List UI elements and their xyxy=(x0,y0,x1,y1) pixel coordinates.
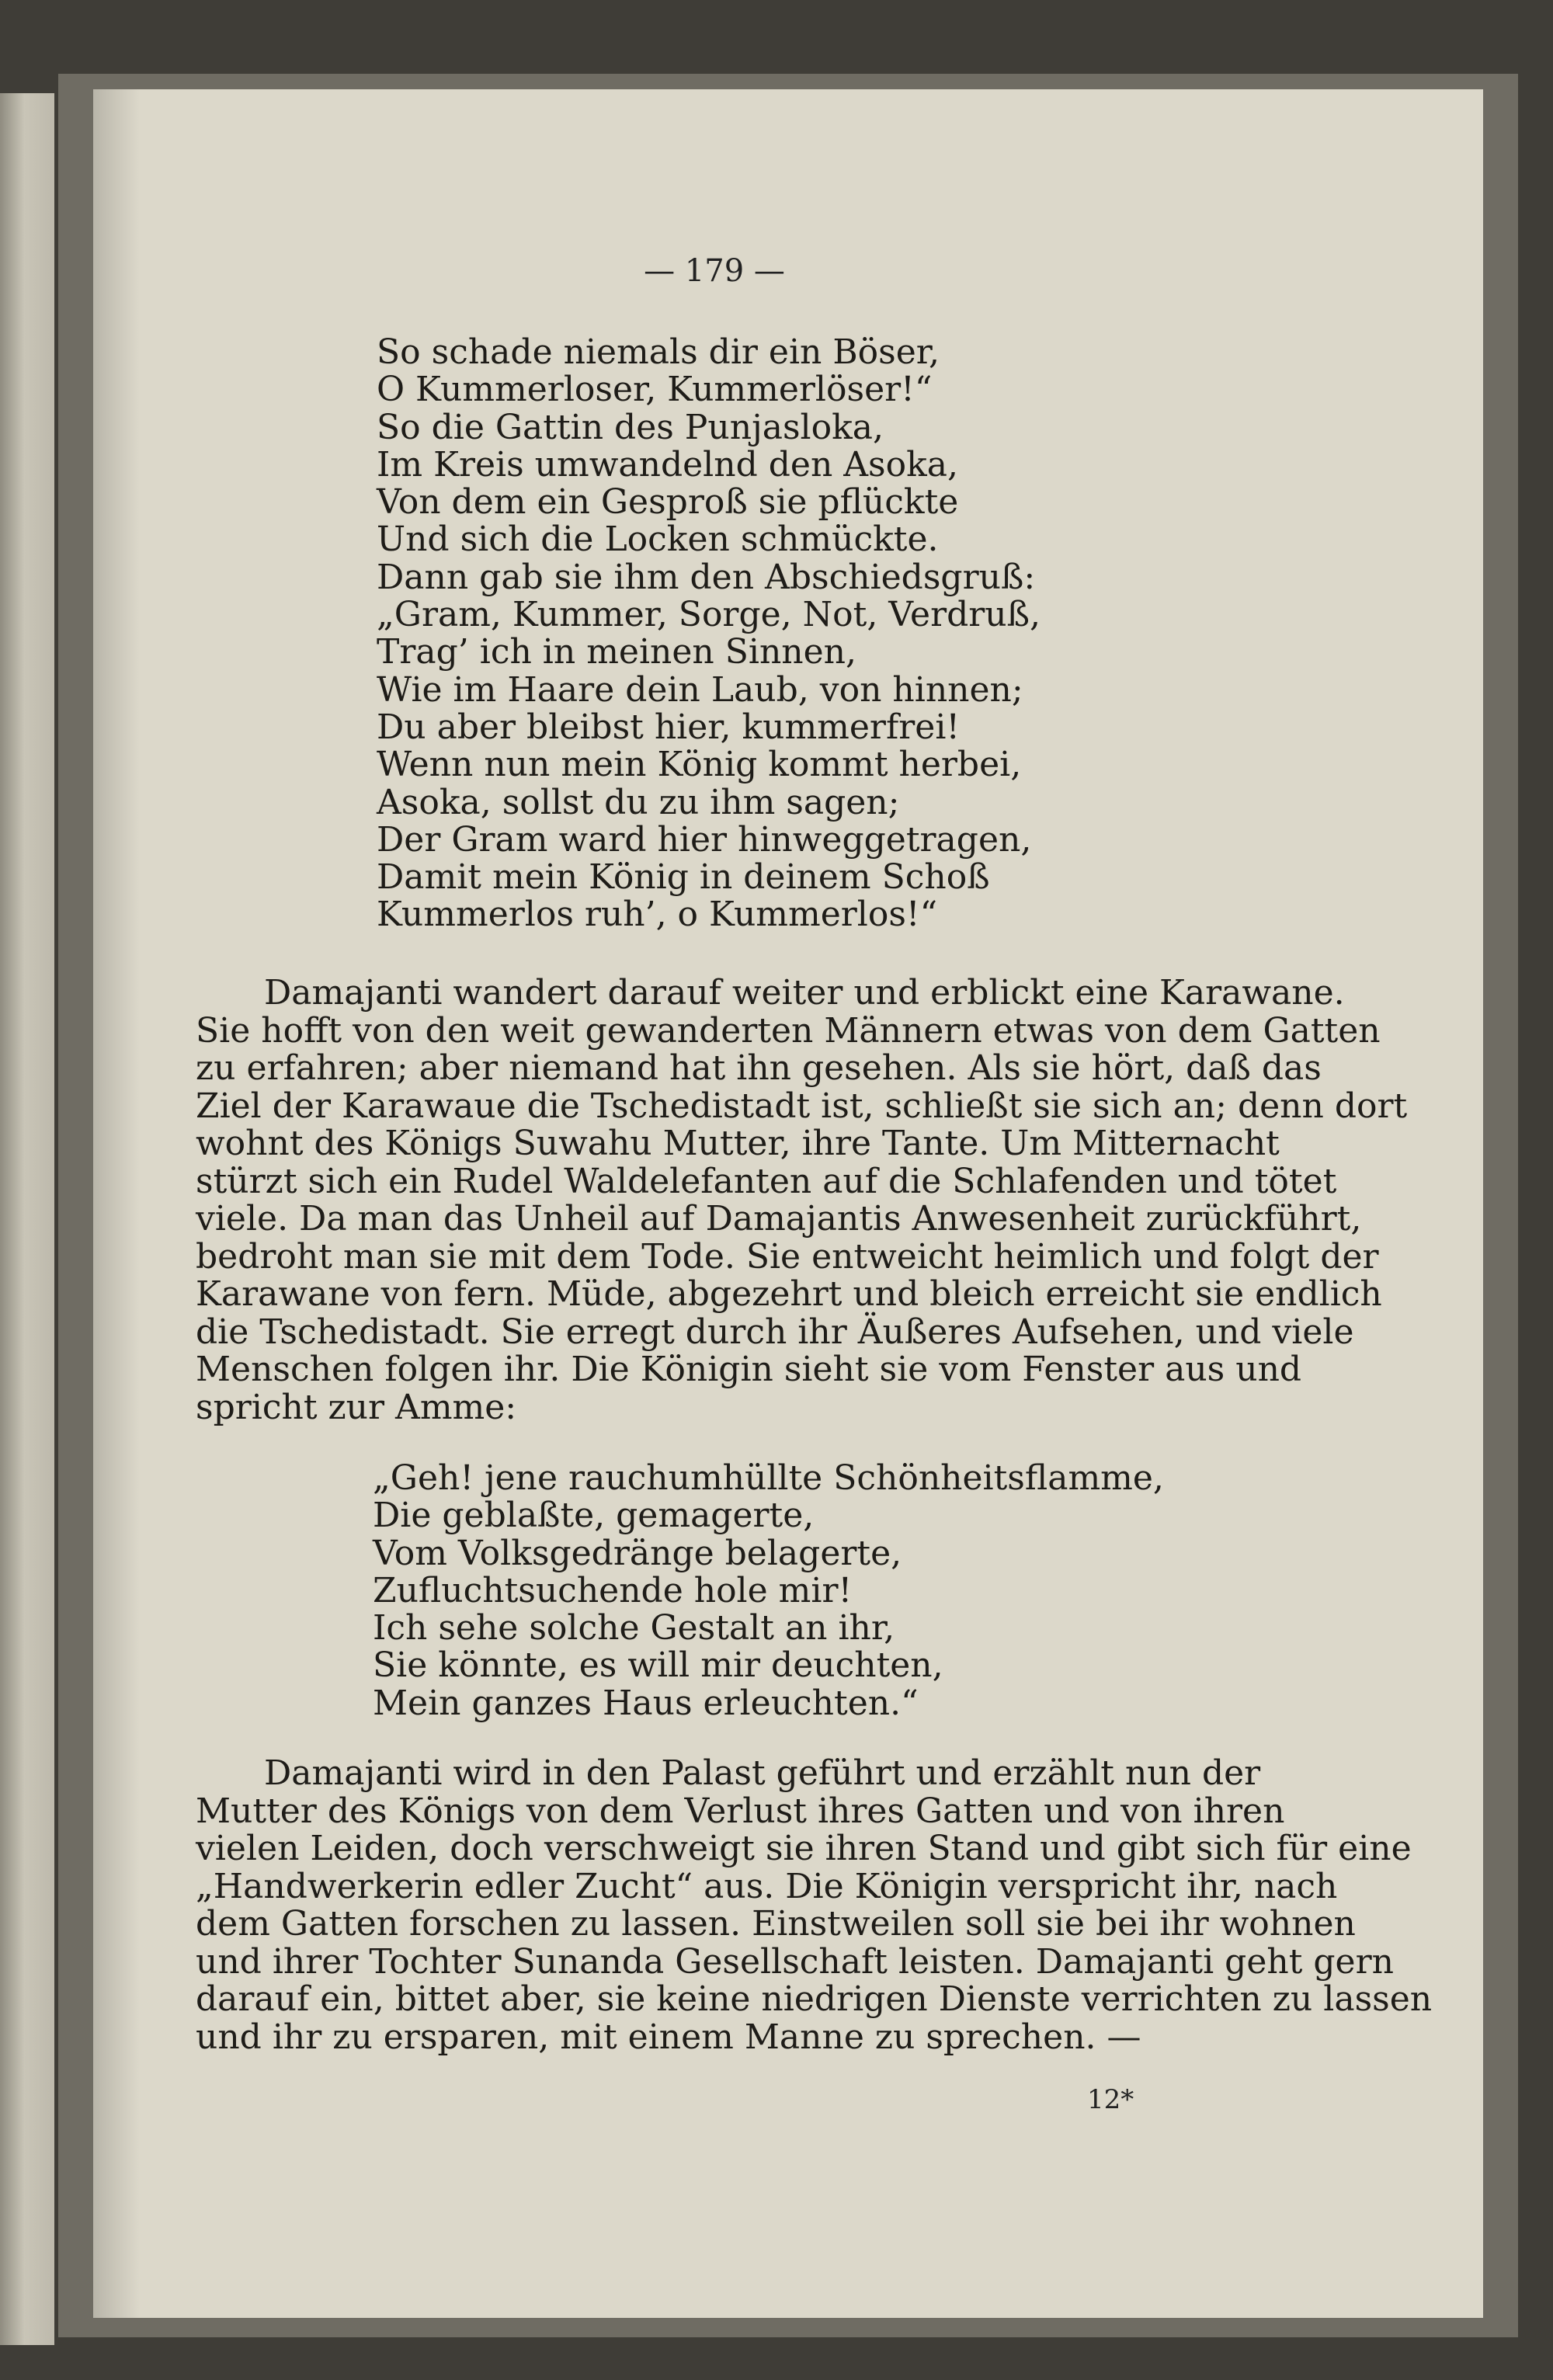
paragraph-line: vielen Leiden, doch verschweigt sie ihren Stand und gibt sich für eine xyxy=(196,1829,1412,1868)
verse-block-2 xyxy=(373,1460,1164,1722)
verse-line: Trag’ ich in meinen Sinnen, xyxy=(377,632,856,672)
verse-line: Die geblaßte, gemagerte, xyxy=(373,1496,815,1536)
page-number: — 179 — xyxy=(644,253,785,289)
verse-line: Mein ganzes Haus erleuchten.“ xyxy=(373,1683,919,1723)
paragraph-line: zu erfahren; aber niemand hat ihn gesehen. Als sie hört, daß das xyxy=(196,1048,1322,1088)
verse-line: Wie im Haare dein Laub, von hinnen; xyxy=(377,669,1023,710)
verse-line: Kummerlos ruh’, o Kummerlos!“ xyxy=(377,895,938,935)
verse-line: Ich sehe solche Gestalt an ihr, xyxy=(373,1608,895,1649)
paragraph-line: Mutter des Königs von dem Verlust ihres Gatten und von ihren xyxy=(196,1791,1285,1831)
verse-line: Wenn nun mein König kommt herbei, xyxy=(377,745,1022,785)
paragraph-line: Menschen folgen ihr. Die Königin sieht sie vom Fenster aus und xyxy=(196,1350,1302,1389)
verse-line: So schade niemals dir ein Böser, xyxy=(377,332,940,372)
verse-line: Vom Volksgedränge belagerte, xyxy=(373,1533,902,1573)
paragraph-line: Damajanti wird in den Palast geführt und erzählt nun der xyxy=(264,1753,1261,1793)
verse-line: Asoka, sollst du zu ihm sagen; xyxy=(377,782,900,822)
paragraph-line: stürzt sich ein Rudel Waldelefanten auf die Schlafenden und tötet xyxy=(196,1161,1337,1201)
verse-line: Damit mein König in deinem Schoß xyxy=(377,857,990,898)
verse-line: „Gram, Kummer, Sorge, Not, Verdruß, xyxy=(377,595,1041,635)
paragraph-line: dem Gatten forschen zu lassen. Einstweilen soll sie bei ihr wohnen xyxy=(196,1904,1356,1944)
paragraph-line: bedroht man sie mit dem Tode. Sie entweicht heimlich und folgt der xyxy=(196,1236,1379,1277)
verse-line: Sie könnte, es will mir deuchten, xyxy=(373,1645,943,1686)
verse-line: „Geh! jene rauchumhüllte Schönheitsflamme, xyxy=(373,1458,1164,1498)
verse-line: Dann gab sie ihm den Abschiedsgruß: xyxy=(377,557,1036,597)
verse-line: O Kummerloser, Kummerlöser!“ xyxy=(377,370,933,410)
paragraph-line: und ihrer Tochter Sunanda Gesellschaft leisten. Damajanti geht gern xyxy=(196,1941,1394,1982)
verse-line: Im Kreis umwandelnd den Asoka, xyxy=(377,444,958,485)
paragraph-line: die Tschedistadt. Sie erregt durch ihr Äußeres Aufsehen, und viele xyxy=(196,1312,1354,1352)
paragraph-line: spricht zur Amme: xyxy=(196,1387,517,1427)
paragraph-line: und ihr zu ersparen, mit einem Manne zu sprechen. — xyxy=(196,2017,1141,2057)
paragraph-line: Damajanti wandert darauf weiter und erblickt eine Karawane. xyxy=(264,973,1345,1013)
paragraph-2 xyxy=(196,1753,1433,2057)
paragraph-line: darauf ein, bittet aber, sie keine niedrigen Dienste verrichten zu lassen xyxy=(196,1979,1433,2019)
paragraph-line: Ziel der Karawaue die Tschedistadt ist, schließt sie sich an; denn dort xyxy=(196,1086,1408,1126)
verse-line: Von dem ein Gesproß sie pflückte xyxy=(377,482,959,523)
paragraph-1 xyxy=(196,973,1408,1427)
verse-line: Der Gram ward hier hinweggetragen, xyxy=(377,819,1032,860)
paragraph-line: „Handwerkerin edler Zucht“ aus. Die Königin verspricht ihr, nach xyxy=(196,1866,1338,1906)
page-gutter-shadow xyxy=(93,89,140,2318)
paragraph-line: Karawane von fern. Müde, abgezehrt und bleich erreicht sie endlich xyxy=(196,1274,1382,1314)
verse-line: Zufluchtsuchende hole mir! xyxy=(373,1570,853,1610)
paragraph-line: Sie hofft von den weit gewanderten Männern etwas von dem Gatten xyxy=(196,1010,1381,1051)
signature-mark: 12* xyxy=(1087,2084,1134,2115)
verse-block-1 xyxy=(377,334,1041,934)
verse-line: Und sich die Locken schmückte. xyxy=(377,519,939,560)
verse-line: So die Gattin des Punjasloka, xyxy=(377,407,884,447)
paragraph-line: wohnt des Königs Suwahu Mutter, ihre Tante. Um Mitternacht xyxy=(196,1124,1280,1163)
verse-line: Du aber bleibst hier, kummerfrei! xyxy=(377,707,961,747)
previous-page-edge xyxy=(0,93,54,2345)
paragraph-line: viele. Da man das Unheil auf Damajantis Anwesenheit zurückführt, xyxy=(196,1199,1362,1239)
